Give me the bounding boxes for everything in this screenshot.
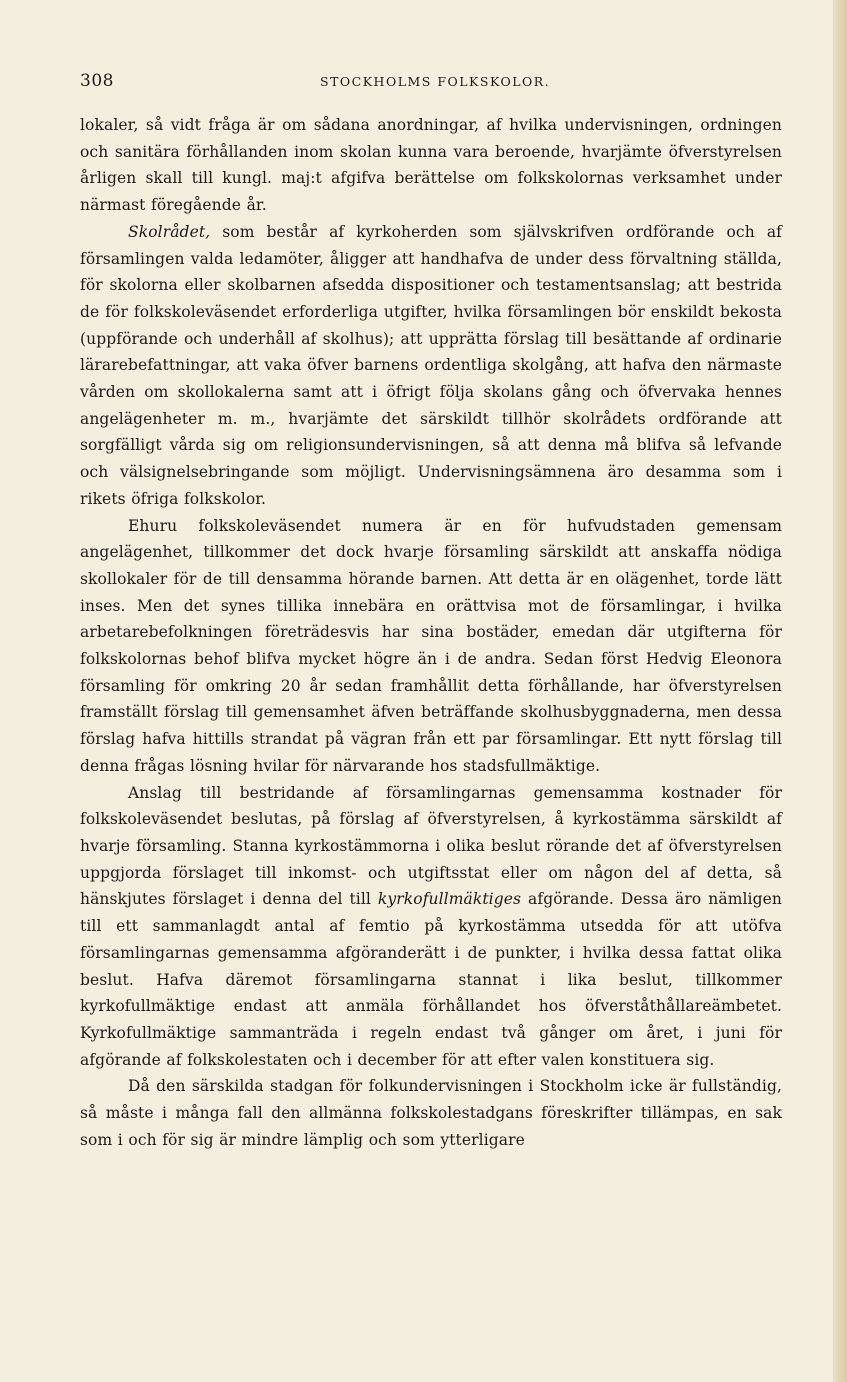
paragraph-3: Ehuru folkskoleväsendet numera är en för hufvudstaden gemensam angelägenhet, tillkommer det dock hvarje församling särskildt att anskaffa nödiga skollokaler för de till densamma hörande barnen. Att detta är en olägenhet, torde lätt inses. Men det synes tillika innebära en orättvisa mot de församlingar, i hvilka arbetarebefolkningen företrädesvis har sina bostäder, emedan där utgifterna för folkskolornas behof blifva mycket högre än i de andra. Sedan först Hedvig Eleonora församling för omkring 20 år sedan framhållit detta förhållande, har öfverstyrelsen framställt förslag till gemensamhet äfven beträffande skolhusbyggnaderna, men dessa förslag hafva hittills strandat på vägran från ett par församlingar. Ett nytt förslag till denna frågas lösning hvilar för närvarande hos stadsfullmäktige.: [80, 516, 782, 775]
page-number: 308: [80, 71, 114, 91]
book-page: [80, 0, 782, 1153]
emphasis-skolradet: Skolrådet,: [128, 222, 211, 241]
page-edge-shadow: [833, 0, 847, 1382]
paragraph-5: Då den särskilda stadgan för folkundervisningen i Stockholm icke är fullständig, så måste i många fall den allmänna folkskolestadgans föreskrifter tillämpas, en sak som i och för sig är mindre lämplig och som ytterligare: [80, 1077, 782, 1149]
page-header: [80, 71, 782, 99]
emphasis-kyrkofullmaktiges: kyrkofullmäktiges: [377, 890, 522, 909]
running-title: STOCKHOLMS FOLKSKOLOR.: [320, 74, 551, 89]
paragraph-1: lokaler, så vidt fråga är om sådana anordningar, af hvilka undervisningen, ordningen och sanitära förhållanden inom skolan kunna vara beroende, hvarjämte öfverstyrelsen årligen skall till kungl. maj:t afgifva berättelse om folkskolornas verksamhet under närmast föregående år.: [80, 116, 782, 215]
body-text: [80, 112, 782, 1153]
paragraph-4: Anslag till bestridande af församlingarnas gemensamma kostnader för folkskoleväsendet beslutas, på förslag af öfverstyrelsen, å kyrkostämma särskildt af hvarje församling. Stanna kyrkostämmorna i olika beslut rörande det af öfverstyrelsen uppgjorda förslaget till inkomst- och utgiftsstat eller om någon del af detta, så hänskjutes förslaget i denna del till kyrkofullmäktiges afgörande. Dessa äro nämligen till ett sammanlagdt antal af femtio på kyrkostämma utsedda för att utöfva församlingarnas gemensamma afgöranderätt i de punkter, i hvilka dessa fattat olika beslut. Hafva däremot församlingarna stannat i lika beslut, tillkommer kyrkofullmäktige endast att anmäla förhållandet hos öfverståthållareämbetet. Kyrkofullmäktige sammanträda i regeln endast två gånger om året, i juni för afgörande af folkskolestaten och i december för att efter valen konstituera sig.: [80, 783, 782, 1069]
paragraph-2: Skolrådet, som består af kyrkoherden som självskrifven ordförande och af församlingen valda ledamöter, åligger att handhafva de under dess förvaltning ställda, för skolorna eller skolbarnen afsedda dispositioner och testamentsanslag; att bestrida de för folkskoleväsendet erforderliga utgifter, hvilka församlingen bör enskildt bekosta (uppförande och underhåll af skolhus); att upprätta förslag till besättande af ordinarie lärarebefattningar, att vaka öfver barnens ordentliga skolgång, att hafva den närmaste vården om skollokalerna samt att i öfrigt följa skolans gång och öfvervaka hennes angelägenheter m. m., hvarjämte det särskildt tillhör skolrådets ordförande att sorgfälligt vårda sig om religionsundervisningen, så att denna må blifva så lefvande och välsignelsebringande som möjligt. Undervisningsämnena äro desamma som i rikets öfriga folkskolor.: [80, 222, 782, 508]
